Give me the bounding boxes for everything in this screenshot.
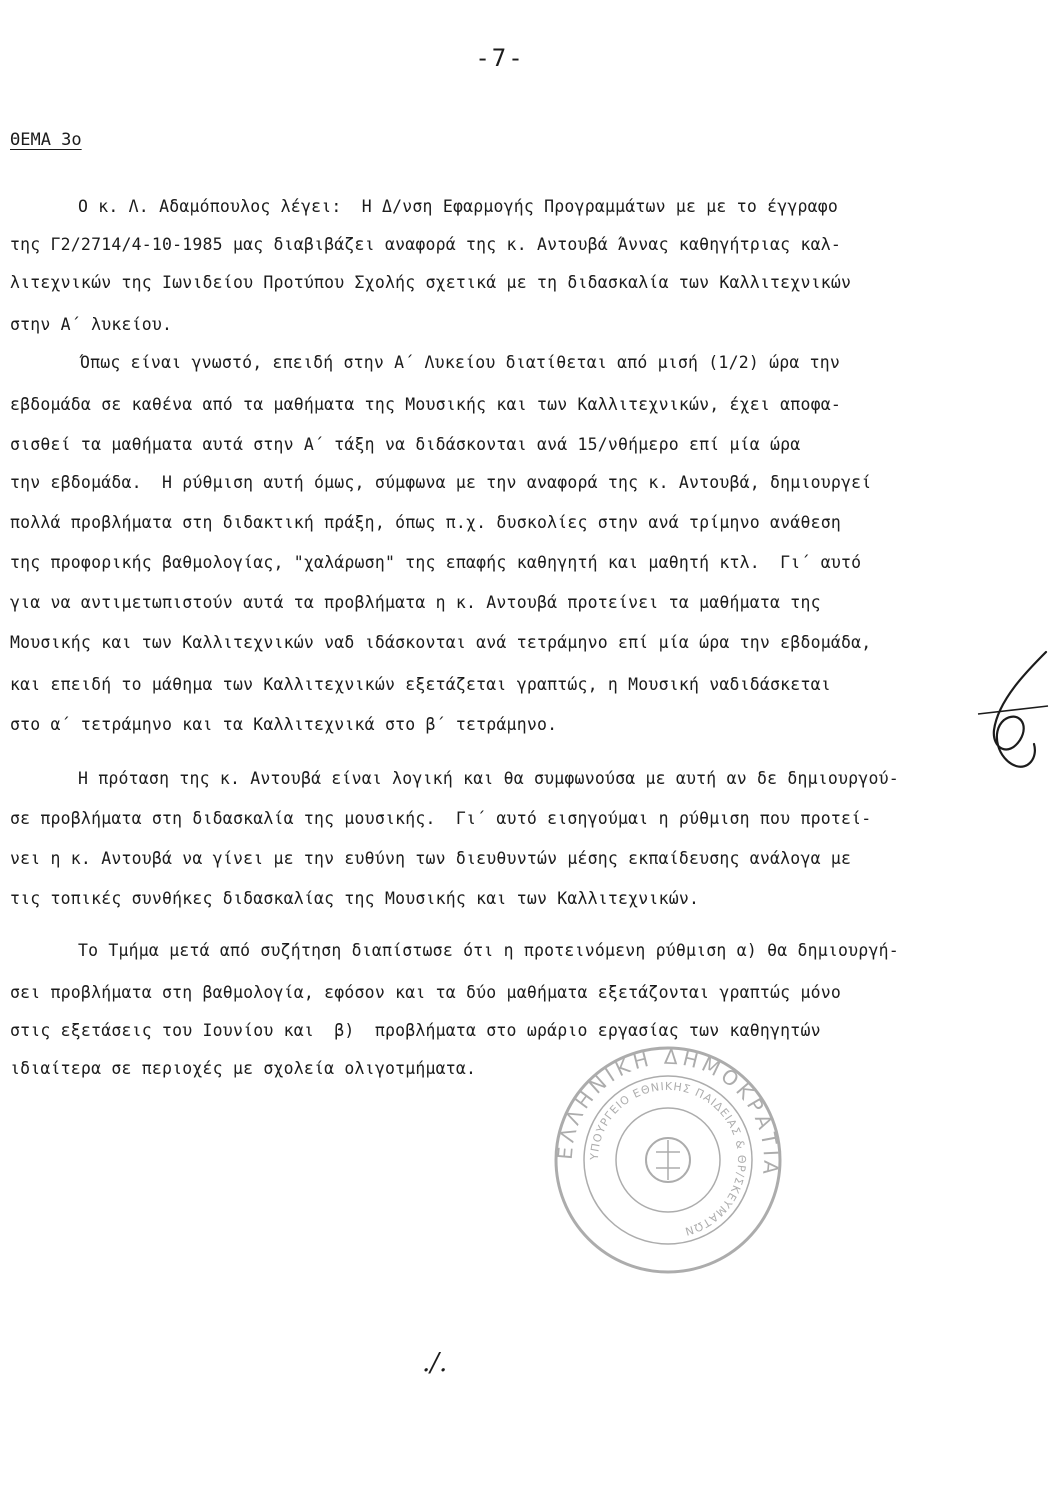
body-line: και επειδή το μάθημα των Καλλιτεχνικών εξετάζεται γραπτώς, η Μουσική ναδιδάσκεται xyxy=(10,675,831,694)
body-line: σε προβλήματα στη διδασκαλία της μουσικής. Γι΄ αυτό εισηγούμαι η ρύθμιση που προτεί- xyxy=(10,809,872,828)
body-line: Όπως είναι γνωστό, επειδή στην Α΄ Λυκείου διατίθεται από μισή (1/2) ώρα την xyxy=(80,353,841,372)
body-line: εβδομάδα σε καθένα από τα μαθήματα της Μουσικής και των Καλλιτεχνικών, έχει αποφα- xyxy=(10,395,841,414)
body-line: στο α΄ τετράμηνο και τα Καλλιτεχνικά στο β΄ τετράμηνο. xyxy=(10,715,558,734)
signature-mark xyxy=(968,640,1058,780)
body-line: νει η κ. Αντουβά να γίνει με την ευθύνη των διευθυντών μέσης εκπαίδευσης ανάλογα με xyxy=(10,849,852,868)
body-line: στην Α΄ λυκείου. xyxy=(10,315,173,334)
body-line: λιτεχνικών της Ιωνιδείου Προτύπου Σχολής σχετικά με τη διδασκαλία των Καλλιτεχνικών xyxy=(10,273,852,292)
body-line: την εβδομάδα. Η ρύθμιση αυτή όμως, σύμφωνα με την αναφορά της κ. Αντουβά, δημιουργεί xyxy=(10,473,872,492)
section-heading: ΘΕΜΑ 3ο xyxy=(10,130,82,150)
body-line: Ο κ. Λ. Αδαμόπουλος λέγει: Η Δ/νση Εφαρμογής Προγραμμάτων με με το έγγραφο xyxy=(78,197,839,216)
official-stamp xyxy=(548,1040,788,1280)
body-line: πολλά προβλήματα στη διδακτική πράξη, όπως π.χ. δυσκολίες στην ανά τρίμηνο ανάθεση xyxy=(10,513,841,532)
stamp-inner-text: ΥΠΟΥΡΓΕΙΟ ΕΘΝΙΚΗΣ ΠΑΙΔΕΙΑΣ & ΘΡ/ΣΚΕΥΜΑΤΩΝ xyxy=(587,1079,749,1239)
body-line: της προφορικής βαθμολογίας, "χαλάρωση" της επαφής καθηγητή και μαθητή κτλ. Γι΄ αυτό xyxy=(10,553,862,572)
body-line: τις τοπικές συνθήκες διδασκαλίας της Μουσικής και των Καλλιτεχνικών. xyxy=(10,889,700,908)
body-line: σει προβλήματα στη βαθμολογία, εφόσον και τα δύο μαθήματα εξετάζονται γραπτώς μόνο xyxy=(10,983,841,1002)
body-line: Μουσικής και των Καλλιτεχνικών ναδ ιδάσκονται ανά τετράμηνο επί μία ώρα την εβδομάδα, xyxy=(10,633,872,652)
body-line: στις εξετάσεις του Ιουνίου και β) προβλήματα στο ωράριο εργασίας των καθηγητών xyxy=(10,1021,821,1040)
continuation-mark: ./. xyxy=(422,1348,448,1378)
page-number: -7- xyxy=(475,44,525,72)
body-line: σισθεί τα μαθήματα αυτά στην Α΄ τάξη να διδάσκονται ανά 15/νθήμερο επί μία ώρα xyxy=(10,435,801,454)
body-line: για να αντιμετωπιστούν αυτά τα προβλήματα η κ. Αντουβά προτείνει τα μαθήματα της xyxy=(10,593,821,612)
body-line: ιδιαίτερα σε περιοχές με σχολεία ολιγοτμήματα. xyxy=(10,1059,477,1078)
stamp-outer-text: ΕΛΛΗΝΙΚΗ ΔΗΜΟΚΡΑΤΙΑ xyxy=(552,1044,784,1180)
body-line: της Γ2/2714/4-10-1985 μας διαβιβάζει αναφορά της κ. Αντουβά Άννας καθηγήτριας καλ- xyxy=(10,235,841,254)
body-line: Το Τμήμα μετά από συζήτηση διαπίστωσε ότι η προτεινόμενη ρύθμιση α) θα δημιουργή- xyxy=(78,941,899,960)
body-line: Η πρόταση της κ. Αντουβά είναι λογική και θα συμφωνούσα με αυτή αν δε δημιουργού- xyxy=(78,769,899,788)
